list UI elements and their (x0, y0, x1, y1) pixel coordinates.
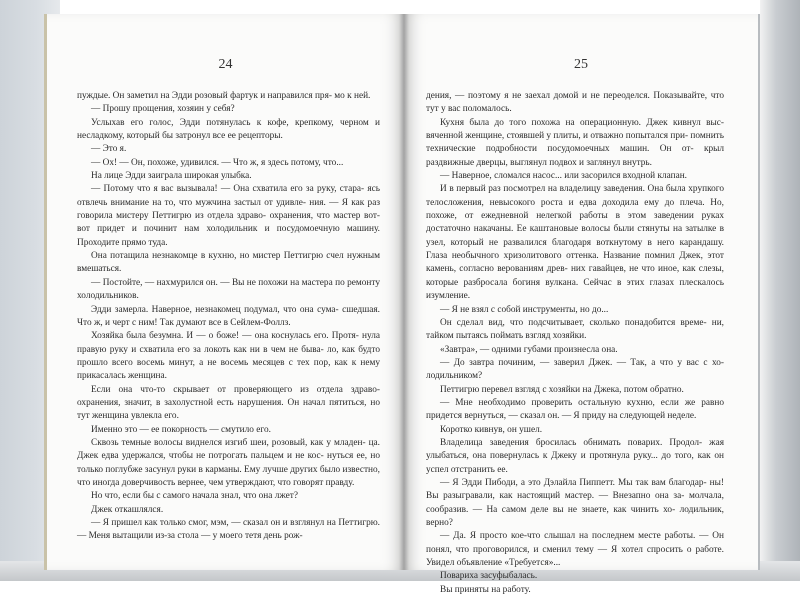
paragraph: Коротко кивнув, он ушел. (440, 424, 543, 435)
paragraph: — Это я. (91, 144, 127, 155)
paragraph: пуждые. Он заметил на Эдди розовый фартук и направился пря- мо к ней. (77, 91, 371, 101)
paragraph: Джек откашлялся. (91, 504, 164, 515)
paragraph: На лице Эдди заиграла широкая улыбка. (91, 171, 252, 182)
paragraph: — Мне необходимо проверить остальную кухню, если же равно придется вернуться, — сказал он. — Я приду на следующей неделе. (426, 397, 724, 422)
paragraph: — Потому что я вас вызывала! — Она схватила его за руку, стара- ясь отвлечь внимание на то, что мужчина застыл от удивле- ния. — Я как раз говорила мистеру Петтигрю из отдела здраво- охранения, что мастер вот-вот придет и починит нам холодильник и посудомоечную машину. Проходите прямо туда. (77, 184, 380, 248)
open-book (44, 14, 760, 595)
paragraph: Он сделал вид, что подсчитывает, сколько понадобится време- ни, тайком пытаясь поймать взгляд хозяйки. (426, 317, 724, 342)
paragraph: — Постойте, — нахмурился он. — Вы не похожи на мастера по ремонту холодильников. (77, 277, 380, 302)
right-page (404, 14, 760, 595)
paragraph: Именно это — ее покорность — смутило его. (91, 424, 271, 435)
paragraph: Петтигрю перевел взгляд с хозяйки на Джека, потом обратно. (440, 384, 684, 395)
left-page (44, 14, 404, 570)
paragraph: Вы приняты на работу. (440, 584, 531, 595)
paragraph: — Да. Я просто кое-что слышал на последнем месте работы. — Он понял, что проговорился, и сменил тему — Я хотел спросить о работе. Увидел объявление «Требуется»... (426, 531, 724, 569)
paragraph: Эдди замерла. Наверное, незнакомец подумал, что она сума- сшедшая. Что ж, и черт с ним! Так думают все в Сейлем-Фоллз. (77, 304, 380, 328)
background-surface-right (760, 0, 800, 581)
paragraph: «Завтра», — одними губами произнесла она. (440, 344, 618, 355)
paragraph: — Я пришел как только смог, мэм, — сказал он и взглянул на Петтигрю. — Меня вытащили из-за стола — у моего тетя день рож- (77, 518, 380, 542)
paragraph: Сквозь темные волосы виднелся изгиб шеи, розовый, как у младен- ца. Джек едва удержался, чтобы не потрогать пальцем и не кос- нуться ее, но только поглубже засунул руки в карманы. Ему лучше других было известно, что иногда доверчивость вернее, чем утверждают, что говорят правду. (77, 437, 380, 488)
paragraph: И в первый раз посмотрел на владелицу заведения. Она была хрупкого телосложения, невысокого роста и едва доходила ему до плеча. Но, похоже, от ежедневной нелегкой работы в этом заведении руках достаточно накачаны. Ее каштановые волосы были стянуты на затылке в узел, который не развалился благодаря воткнутому в него карандашу. Глаза необычного хризолитового оттенка. Название помнил Джек, этот камень, согласно верованиям древ- них гавайцев, не что иное, как слезы, которые разбросала богиня вулкана. Сейчас в этих глазах плескалось изумление. (426, 184, 724, 302)
paragraph: Повариха засуфыбалась. (440, 571, 538, 582)
paragraph: — До завтра починим, — заверил Джек. — Так, а что у вас с хо- лодильником? (426, 357, 724, 382)
paragraph: Владелица заведения бросилась обнимать поварих. Продол- жая улыбаться, она повернулась к Джеку и протянула руку... до того, как он успел отстранить ее. (426, 437, 724, 475)
left-page-text (77, 90, 380, 544)
paragraph: Если она что-то скрывает от проверяющего из отдела здраво- охранения, значит, в захолустной есть нарушения. Он начал пятиться, но тут женщина увлекла его. (77, 384, 380, 422)
right-page-text (426, 90, 724, 597)
paragraph: Хозяйка была безумна. И — о боже! — она коснулась его. Протя- нула правую руку и схватила его за локоть как ни в чем не быва- ло, как будто прошло всего восемь минут, а не восемь месяцев с тех пор, как к нему прикасалась женщина. (77, 331, 380, 382)
paragraph: Услыхав его голос, Эдди потянулась к кофе, крепкому, черном и несладкому, который бы затронул все ее рецепторы. (77, 117, 380, 142)
paragraph: Она потащила незнакомце в кухню, но мистер Петтигрю счел нужным вмешаться. (77, 251, 380, 275)
paragraph: — Наверное, сломался насос... или засорился входной клапан. (440, 171, 688, 182)
paragraph: дения, — поэтому я не заехал домой и не переоделся. Показывайте, что тут у вас поломалось. (426, 91, 724, 115)
page-number-right: 25 (574, 57, 588, 72)
paragraph: — Ох! — Он, похоже, удивился. — Что ж, я здесь потому, что... (91, 157, 344, 168)
book-spine (399, 14, 409, 570)
paragraph: Кухня была до того похожа на операционную. Джек кивнул выс- вяченной женщине, стоявшей у плиты, и отважно попытался при- помнить технические подробности посудомоечных машин. Он от- крыл раздвижные дверцы, выглянул подвох и заглянул внутрь. (426, 117, 724, 168)
paragraph: Но что, если бы с самого начала знал, что она лжет? (91, 491, 298, 502)
paragraph: — Прошу прощения, хозяин у себя? (91, 104, 235, 115)
page-number-left: 24 (218, 57, 233, 72)
paragraph: — Я Эдди Пибоди, а это Дэлайла Пиппетт. Мы так вам благодар- ны! Вы разыгравали, как настоящий мастер. — Внезапно она за- молчала, сообразив. — На самом деле вы не знаете, как чинить хо- лодильник, верно? (426, 477, 724, 528)
paragraph: — Я не взял с собой инструменты, но до... (440, 304, 609, 315)
